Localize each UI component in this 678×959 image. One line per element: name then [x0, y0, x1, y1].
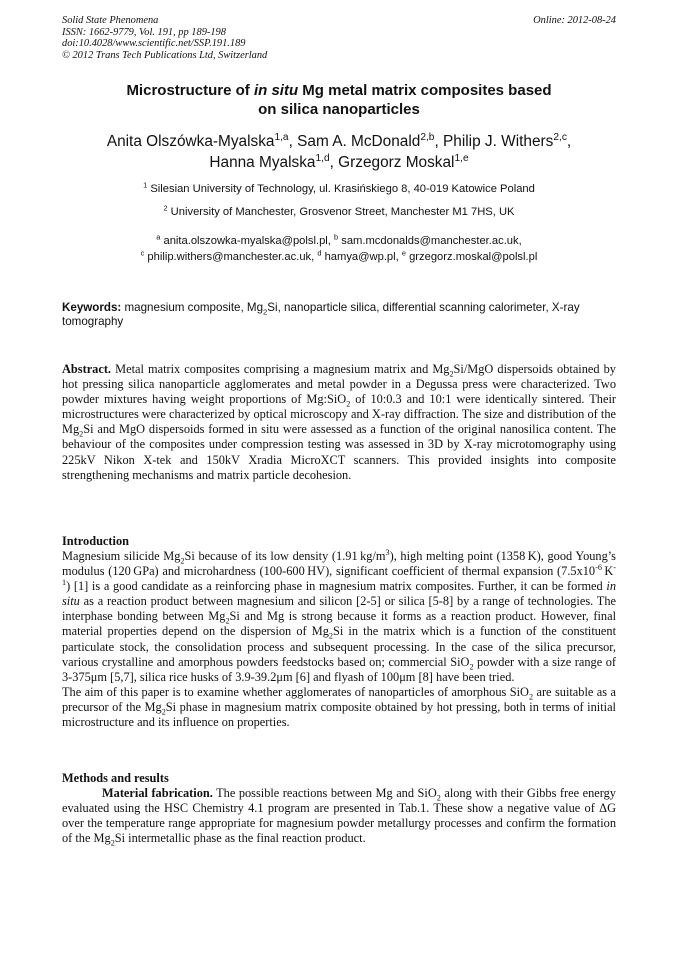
copyright-line: © 2012 Trans Tech Publications Ltd, Switzerland — [62, 49, 268, 61]
introduction-heading: Introduction — [62, 534, 129, 548]
author-list: Anita Olszówka-Myalska$^{1,a}$, Sam A. McDonald$^{2,b}$, Philip J. Withers$^{2,c}$, Hanna Myalska$^{1,d}$, Grzegorz Moskal$^{1,e}$ — [106, 131, 572, 171]
intro-paragraph-2: The aim of this paper is to examine whether agglomerates of nanoparticles of amorphous SiO$_2$ are suitable as a precursor of the $Mg_2Si$ phase in magnesium matrix composite obtained by hot pressing, both in terms of initial microstructure and its influence on properties. — [62, 684, 616, 730]
issn-line: ISSN: 1662-9779, Vol. 191, pp 189-198 — [62, 26, 226, 38]
affiliation-1: $^1$ Silesian University of Technology, ul. Krasińskiego 8, 40-019 Katowice Poland — [143, 180, 535, 195]
email-link[interactable]: philip.withers@manchester.ac.uk, — [144, 251, 318, 263]
paper-title: Microstructure of in situ Mg metal matrix composites based on silica nanoparticles — [126, 82, 552, 118]
abstract: Abstract. Metal matrix composites comprising a magnesium matrix and $Mg_2Si$/MgO dispersoids obtained by hot pressing silica nanoparticle agglomerates and metal powder in a Degussa press were characterized. Two powder mixtures having weight proportions of Mg:SiO$_2$ of 10:0.3 and 10:1 were identically sintered. Their microstructures were characterized by optical microscopy and X-ray diffraction. The size and distribution of the $Mg_2Si$ and MgO dispersoids formed in situ were assessed as a function of the original nanosilica content. The behaviour of the composites under compression testing was assessed in 3D by X-ray microtomography using 225kV Nikon X-tek and 150kV Xradia MicroXCT scanners. This provided insights into composite strengthening mechanisms and matrix particle decohesion. — [62, 362, 616, 482]
author-name: Philip J. Withers — [443, 133, 554, 150]
author-name: Grzegorz Moskal — [338, 154, 455, 171]
author-name: Anita Olszówka-Myalska — [106, 133, 275, 150]
author-name: Hanna Myalska — [209, 154, 316, 171]
abstract-label: Abstract. — [62, 362, 112, 376]
methods-body — [62, 786, 616, 846]
doi-line: doi:10.4028/www.scientific.net/SSP.191.189 — [62, 38, 246, 50]
email-list: $^a$ anita.olszowka-myalska@polsl.pl, $^b$ sam.mcdonalds@manchester.ac.uk, $^c$ philip.withers@manchester.ac.uk, $^d$ hamya@wp.pl, $^e$ grzegorz.moskal@polsl.pl — [140, 232, 538, 263]
intro-paragraph-1: Magnesium silicide $Mg_2Si$ because of its low density (1.91 $kg/m^3$), high melting point (1358 K), good Young’s modulus (120 GPa) and microhardness (100-600 HV), significant coefficient of thermal expansion ($7.5x10^{-6}$ $K^{-1}$) [1] is a good candidate as a reinforcing phase in magnesium matrix composites. Further, it can be formed in situ as a reaction product between magnesium and silicon [2-5] or silica [5-8] by a range of technologies. The interphase bonding between $Mg_2Si$ and Mg is strong because it forms as a reaction product. However, final material properties depend on the dispersion of $Mg_2Si$ in the matrix which is a function of the constituent particulate stock, the consolidation process and subsequent processing. In the case of the silica precursor, various crystalline and amorphous powders feedstocks based on; commercial SiO$_2$ powder with a size range of 3-375μm [5,7], silica rice husks of 3.9-39.2μm [6] and flyash of 100μm [8] have been tried. — [62, 547, 617, 684]
methods-heading: Methods and results — [62, 771, 169, 785]
methods-paragraph: Material fabrication. The possible reactions between Mg and SiO$_2$ along with their Gibbs free energy evaluated using the HSC Chemistry 4.1 program are presented in Tab.1. These show a negative value of ΔG over the temperature range appropriate for magnesium powder metallurgy processes and confirm the formation of the $Mg_2Si$ intermetallic phase as the final reaction product. — [62, 786, 616, 848]
email-link[interactable]: grzegorz.moskal@polsl.pl — [405, 251, 538, 263]
introduction-body — [62, 549, 616, 730]
title-italic: in situ — [253, 82, 299, 99]
affiliation-2: $^2$ University of Manchester, Grosvenor Street, Manchester M1 7HS, UK — [163, 203, 515, 218]
email-link[interactable]: hamya@wp.pl, — [321, 251, 402, 263]
keywords: Keywords: magnesium composite, $Mg_2Si$, nanoparticle silica, differential scanning calorimeter, X-ray tomography — [62, 301, 580, 329]
online-date: Online: 2012-08-24 — [533, 15, 616, 26]
journal-name: Solid State Phenomena — [62, 15, 159, 26]
author-name: Sam A. McDonald — [297, 133, 421, 150]
material-fabrication-label: Material fabrication. — [102, 786, 213, 800]
keywords-label: Keywords: — [62, 301, 122, 314]
journal-header — [62, 15, 422, 61]
email-link[interactable]: anita.olszowka-myalska@polsl.pl, — [160, 235, 335, 247]
email-link[interactable]: sam.mcdonalds@manchester.ac.uk, — [338, 235, 522, 247]
